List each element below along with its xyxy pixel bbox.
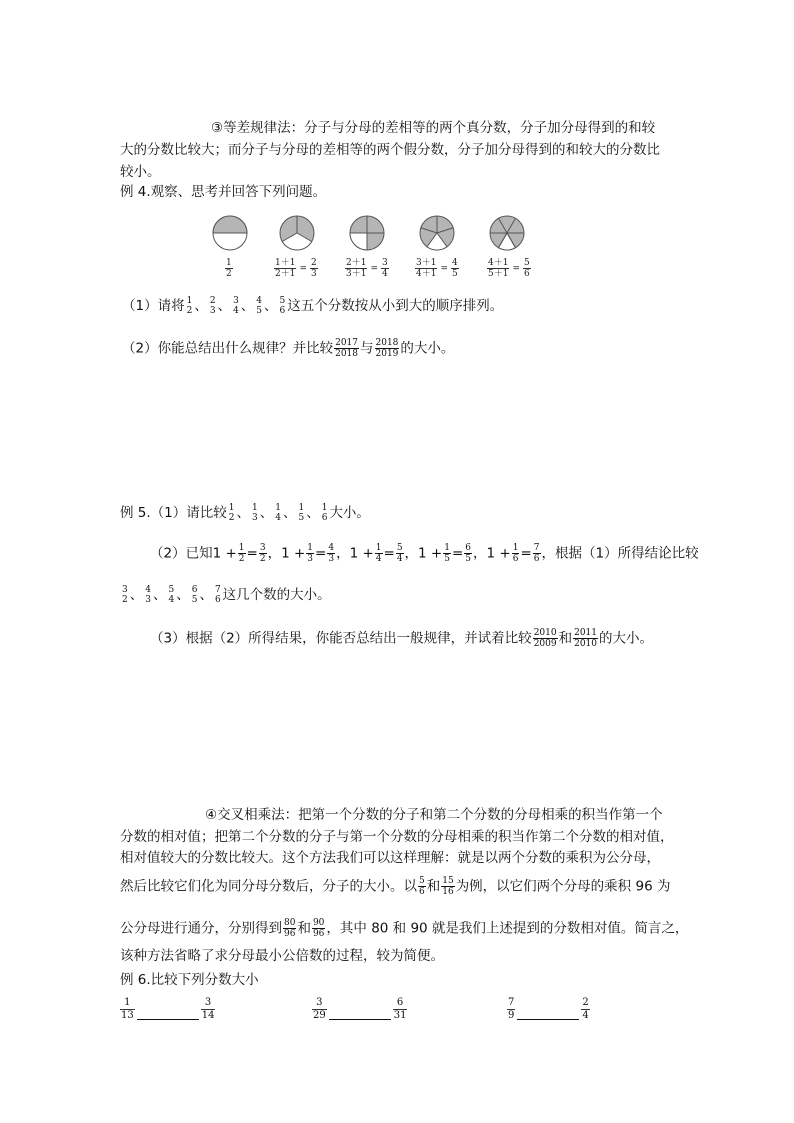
example5-question1: 例 5.（1）请比较 1 2 、 1 3 、 1 4 、 1 5 、 1 6 大小。 xyxy=(120,503,370,523)
caption-3: $\frac{2+1}{3+1}$ = $\frac{3}{4}$ xyxy=(346,258,388,279)
compare-pair-3: 7 9 2 4 xyxy=(508,997,589,1021)
example4-question2: （2）你能总结出什么规律？并比较 $\frac{2017}{2018}$ 与 $\frac{2018}{2019}$ 的大小。 xyxy=(122,338,455,359)
rule4-line3: 相对值较大的分数比较大。这个方法我们可以这样理解：就是以两个分数的乘积为公分母， xyxy=(120,850,660,866)
rule3-line1: ③等差规律法：分子与分母的差相等的两个真分数，分子加分母得到的和较 xyxy=(211,120,656,136)
answer-blank xyxy=(329,1018,391,1020)
caption-5: $\frac{4+1}{5+1}$ = $\frac{5}{6}$ xyxy=(488,258,530,279)
rule4-line2: 分数的相对值；把第二个分数的分子与第一个分数的分母相乘的积当作第二个分数的相对值， xyxy=(120,829,674,845)
circle-fifths xyxy=(420,216,454,250)
circle-sixths xyxy=(490,216,524,250)
rule4-line4: 然后比较它们化为同分母分数后，分子的大小。以 $\frac{5}{6}$ 和 $\frac{15}{16}$ 为例，以它们两个分母的乘积 96 为 xyxy=(120,876,671,897)
caption-4: $\frac{3+1}{4+1}$ = $\frac{4}{5}$ xyxy=(416,258,458,279)
answer-blank xyxy=(517,1018,579,1020)
rule4-line5: 公分母进行通分，分别得到 $\frac{80}{96}$ 和 $\frac{90}{96}$ ，其中 80 和 90 就是我们上述提到的分数相对值。简言之， xyxy=(120,918,689,939)
example5-question2-continued: 3 2 、 4 3 、 5 4 、 6 5 、 7 6 这几个数的大小。 xyxy=(122,585,331,605)
rule4-line1: ④交叉相乘法：把第一个分数的分子和第二个分数的分母相乘的积当作第一个 xyxy=(205,807,663,823)
circle-halves xyxy=(213,216,247,250)
compare-pair-1: 1 13 3 14 xyxy=(121,997,215,1021)
compare-pair-2: 3 29 6 31 xyxy=(313,997,407,1021)
example5-question3: （3）根据（2）所得结果，你能否总结出一般规律，并试着比较 $\frac{2010}{2009}$ 和 $\frac{2011}{2010}$ 的大小。 xyxy=(150,628,653,649)
rule3-line2: 大的分数比较大；而分子与分母的差相等的两个假分数，分子加分母得到的和较大的分数比 xyxy=(120,142,660,158)
example4-title: 例 4.观察、思考并回答下列问题。 xyxy=(120,184,327,200)
answer-blank xyxy=(137,1018,199,1020)
rule3-line3: 较小。 xyxy=(120,164,161,180)
circle-quarters xyxy=(350,216,384,250)
caption-1: 1 2 xyxy=(226,258,232,279)
circle-thirds xyxy=(280,216,314,250)
example4-question1: （1）请将 1 2 、 2 3 、 3 4 、 4 5 、 5 6 这五个分数按从小到大的顺序排列。 xyxy=(122,296,504,316)
caption-2: $\frac{1+1}{2+1}$ = $\frac{2}{3}$ xyxy=(275,258,317,279)
rule4-line6: 该种方法省略了求分母最小公倍数的过程，较为简便。 xyxy=(120,948,444,964)
example5-question2: （2）已知1 + $\frac{1}{2}$ = $\frac{3}{2}$ ，1 + $\frac{1}{3}$ = $\frac{4}{3}$ ，1 + $\frac{1}{4}$ = $\frac{5}{4}$ ，1 + $\frac{1}{5}$ = $\frac{6}{5}$ ，1 + $\frac{1}{6}$ = $\frac{7}{6}$ ，根据（1）所得结论比较 xyxy=(150,543,699,564)
fraction-circles-figure xyxy=(205,212,535,256)
example6-title: 例 6.比较下列分数大小 xyxy=(120,972,259,988)
